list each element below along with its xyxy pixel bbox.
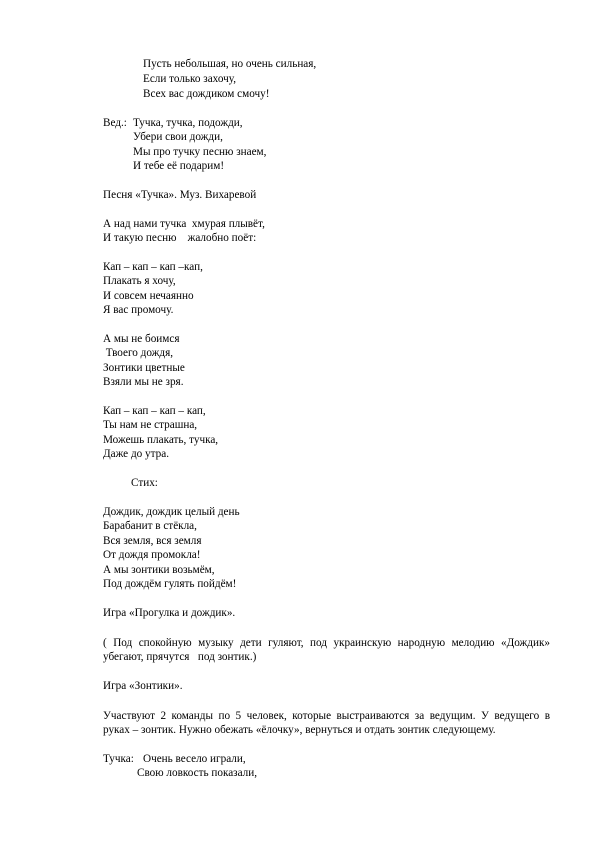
game-description-line: руках – зонтик. Нужно обежать «ёлочку», вернуться и отдать зонтик следующему. xyxy=(103,724,496,736)
poem-line: Барабанит в стёкла, xyxy=(103,520,197,532)
poem-line: От дождя промокла! xyxy=(103,549,201,561)
game-title: Игра «Зонтики». xyxy=(103,680,183,692)
song-line: И такую песню жалобно поёт: xyxy=(103,232,257,244)
verse-line: Очень весело играли, xyxy=(143,753,246,765)
song-line: Я вас промочу. xyxy=(103,304,174,316)
verse-line: Если только захочу, xyxy=(143,73,237,85)
song-line: Ты нам не страшна, xyxy=(103,419,198,431)
song-line: Даже до утра. xyxy=(103,448,169,460)
speaker-label: Вед.: xyxy=(103,117,127,129)
song-line: Кап – кап – кап – кап, xyxy=(103,405,206,417)
verse-line: Мы про тучку песню знаем, xyxy=(133,146,267,158)
song-line: Можешь плакать, тучка, xyxy=(103,434,219,446)
verse-line: Тучка, тучка, подожди, xyxy=(133,117,243,129)
song-line: Плакать я хочу, xyxy=(103,275,176,287)
song-line: Твоего дождя, xyxy=(103,347,174,359)
poem-line: Под дождём гулять пойдём! xyxy=(103,578,237,590)
song-line: И совсем нечаянно xyxy=(103,290,194,302)
poem-heading: Стих: xyxy=(131,477,158,489)
song-title: Песня «Тучка». Муз. Вихаревой xyxy=(103,189,257,201)
poem-line: А мы зонтики возьмём, xyxy=(103,564,215,576)
speaker-label: Тучка: xyxy=(103,753,134,765)
song-line: А мы не боимся xyxy=(103,333,180,345)
verse-line: Пусть небольшая, но очень сильная, xyxy=(143,58,317,70)
game-title: Игра «Прогулка и дождик». xyxy=(103,607,236,619)
verse-line: Всех вас дождиком смочу! xyxy=(143,88,270,100)
game-description-line: ( Под спокойную музыку дети гуляют, под украинскую народную мелодию «Дождик» xyxy=(103,637,550,649)
game-description-line: убегают, прячутся под зонтик.) xyxy=(103,651,257,663)
poem-line: Вся земля, вся земля xyxy=(103,535,202,547)
song-line: А над нами тучка хмурая плывёт, xyxy=(103,218,265,230)
song-line: Зонтики цветные xyxy=(103,362,185,374)
verse-line: Убери свои дожди, xyxy=(133,131,223,143)
game-description-line: Участвуют 2 команды по 5 человек, которые выстраиваются за ведущим. У ведущего в xyxy=(103,710,550,722)
poem-line: Дождик, дождик целый день xyxy=(103,506,240,518)
song-line: Взяли мы не зря. xyxy=(103,376,184,388)
verse-line: И тебе её подарим! xyxy=(133,160,225,172)
song-line: Кап – кап – кап –кап, xyxy=(103,261,203,273)
verse-line: Свою ловкость показали, xyxy=(137,767,258,779)
